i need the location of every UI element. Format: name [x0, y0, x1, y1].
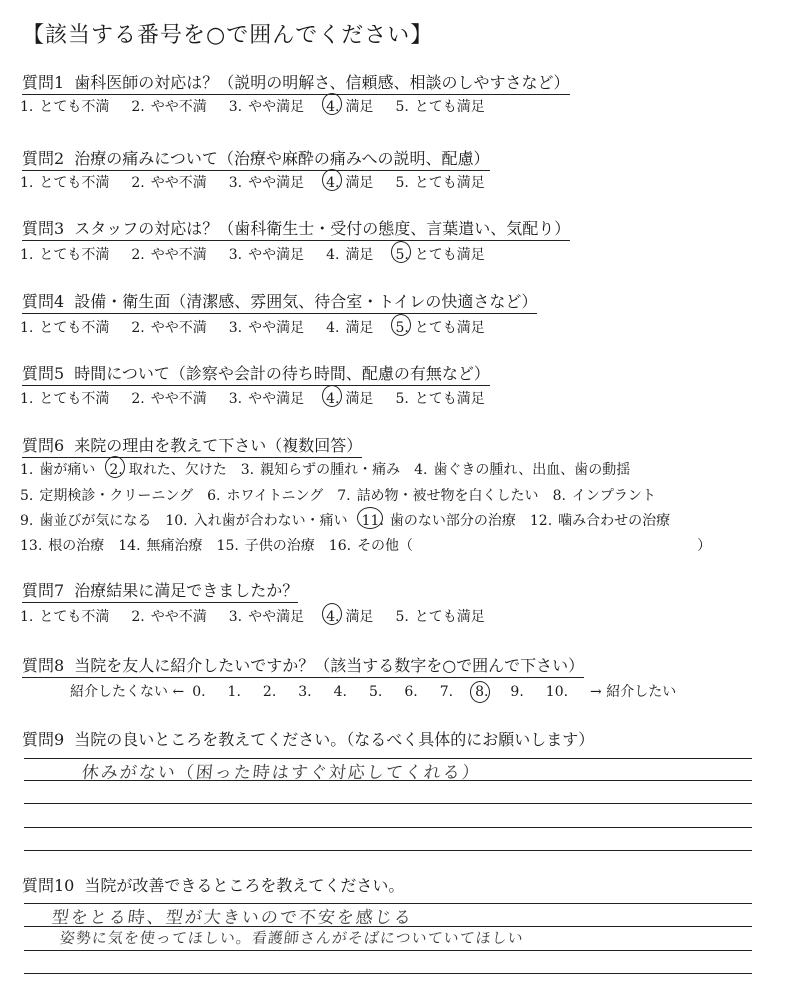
q8-number: 質問8	[22, 656, 65, 675]
option-number: 4.	[414, 462, 428, 478]
option-label: とても満足	[414, 175, 485, 191]
option-number: 5.	[395, 609, 409, 625]
q2-option-5[interactable]	[395, 172, 484, 192]
q8-right-label: → 紹介したい	[590, 684, 677, 700]
option-label: 歯が痛い	[39, 462, 96, 478]
q3-title	[22, 216, 570, 241]
option-label: 歯並びが気になる	[39, 513, 152, 529]
q5-number: 質問5	[22, 364, 65, 383]
q6-option-9[interactable]	[20, 510, 151, 530]
option-number: 2.	[131, 391, 145, 407]
q6-option-3[interactable]	[241, 459, 400, 479]
q10-answer-line	[24, 950, 752, 951]
q3-option-2[interactable]	[131, 244, 206, 264]
q8-scale-value-7[interactable]: 7.	[439, 684, 454, 700]
q2-title	[22, 146, 490, 171]
q10-answer-line	[24, 973, 752, 974]
option-label: とても満足	[414, 609, 485, 625]
q8-scale-value-5[interactable]: 5.	[368, 684, 383, 700]
q2-number: 質問2	[22, 149, 65, 168]
option-number: 12.	[529, 513, 553, 529]
q8-title	[22, 653, 584, 678]
q9-title	[22, 727, 594, 751]
option-number: 3.	[228, 99, 243, 115]
option-number: 5.	[395, 247, 409, 263]
option-label: 根の治療	[48, 538, 105, 554]
option-label: 満足	[345, 609, 374, 625]
q7-option-4[interactable]	[326, 606, 373, 626]
q9-answer-line	[24, 827, 752, 828]
option-label: 噛み合わせの治療	[558, 513, 671, 529]
option-number: 5.	[395, 175, 409, 191]
option-label: とても満足	[414, 99, 485, 115]
q3-option-3[interactable]	[229, 244, 304, 264]
q9-text: 当院の良いところを教えてください。（なるべく具体的にお願いします）	[74, 730, 595, 749]
option-number: 2.	[131, 175, 145, 191]
q3-number: 質問3	[22, 219, 65, 238]
option-label: 歯のない部分の治療	[389, 513, 516, 529]
q8-scale-values	[192, 684, 590, 700]
q5-option-2[interactable]	[131, 388, 206, 408]
q6-option-1[interactable]	[20, 459, 95, 479]
q3-text: スタッフの対応は？（歯科衛生士・受付の態度、言葉遣い、気配り）	[74, 219, 571, 238]
q7-option-3[interactable]	[229, 606, 304, 626]
option-number: 14.	[118, 538, 141, 554]
option-label: とても不満	[39, 391, 110, 407]
instruction-header: 【該当する番号を○で囲んでください】	[22, 23, 434, 48]
q10-number: 質問10	[22, 876, 75, 895]
q6-text: 来院の理由を教えて下さい（複数回答）	[74, 436, 363, 455]
option-number: 3.	[240, 462, 255, 478]
q8-scale-value-4[interactable]: 4.	[333, 684, 347, 700]
option-label: やや満足	[248, 320, 305, 336]
option-number: 3.	[228, 247, 243, 263]
option-number: 4.	[326, 609, 340, 625]
option-label: やや不満	[150, 391, 207, 407]
q6-option-5[interactable]	[20, 485, 193, 505]
q2-option-3[interactable]	[229, 172, 304, 192]
q5-option-3[interactable]	[229, 388, 304, 408]
option-label: 満足	[345, 99, 374, 115]
option-label: 満足	[345, 175, 374, 191]
option-number: 4.	[326, 99, 340, 115]
q9-answer-line	[24, 850, 752, 851]
q4-option-4[interactable]	[326, 317, 373, 337]
q5-title	[22, 361, 490, 386]
option-number: 3.	[228, 609, 243, 625]
option-number: 16.	[328, 538, 352, 554]
q6-row-1	[20, 459, 644, 479]
option-number: 1.	[20, 462, 34, 478]
option-label: 取れた、欠けた	[128, 462, 227, 478]
option-number: 3.	[228, 391, 243, 407]
option-label: 子供の治療	[244, 538, 315, 554]
q4-title	[22, 289, 537, 314]
option-label: とても不満	[39, 99, 110, 115]
q5-text: 時間について（診察や会計の待ち時間、配慮の有無など）	[74, 364, 490, 383]
option-label: とても不満	[39, 320, 110, 336]
option-label: その他（	[357, 538, 414, 554]
option-label: 無痛治療	[146, 538, 203, 554]
option-number: 4.	[326, 175, 340, 191]
option-number: 3.	[228, 175, 243, 191]
option-label: やや不満	[150, 247, 207, 263]
q6-option-10[interactable]	[165, 510, 347, 530]
option-label: とても不満	[39, 175, 110, 191]
option-number: 5.	[395, 99, 409, 115]
q3-option-4[interactable]	[326, 244, 373, 264]
option-label: 満足	[345, 320, 374, 336]
option-label: 歯ぐきの腫れ、出血、歯の動揺	[433, 462, 631, 478]
option-number: 11.	[361, 513, 384, 529]
option-label: とても不満	[39, 247, 110, 263]
option-label: 満足	[345, 391, 374, 407]
q1-option-1[interactable]	[20, 96, 109, 116]
option-label: やや満足	[248, 391, 305, 407]
option-label: やや不満	[150, 320, 207, 336]
option-number: 1.	[20, 175, 34, 191]
q7-number: 質問7	[22, 581, 65, 600]
q7-options	[20, 606, 507, 626]
other-close-paren: ）	[697, 538, 712, 554]
q8-text: 当院を友人に紹介したいですか？（該当する数字を○で囲んで下さい）	[74, 656, 585, 675]
option-number: 2.	[131, 609, 145, 625]
q8-scale	[70, 681, 684, 701]
q10-text: 当院が改善できるところを教えてください。	[84, 876, 405, 895]
q6-row-2	[20, 485, 670, 505]
q8-scale-value-8[interactable]: 8.	[475, 684, 489, 700]
q8-left-label: 紹介したくない ←	[70, 684, 185, 700]
option-number: 13.	[20, 538, 43, 554]
q2-option-4[interactable]	[326, 172, 373, 192]
q4-option-3[interactable]	[229, 317, 304, 337]
q6-number: 質問6	[22, 436, 65, 455]
q6-option-6[interactable]	[207, 485, 323, 505]
q1-option-2[interactable]	[131, 96, 206, 116]
q2-option-2[interactable]	[131, 172, 206, 192]
option-number: 9.	[20, 513, 34, 529]
option-label: とても満足	[414, 247, 485, 263]
option-number: 5.	[395, 320, 409, 336]
q8-scale-value-1[interactable]: 1.	[227, 684, 241, 700]
q8-scale-value-9[interactable]: 9.	[510, 684, 524, 700]
q6-row-3	[20, 510, 684, 530]
option-label: やや満足	[248, 247, 305, 263]
option-number: 10.	[165, 513, 188, 529]
option-label: やや不満	[150, 609, 207, 625]
option-number: 5.	[395, 391, 409, 407]
q1-title	[22, 70, 570, 95]
q3-option-5[interactable]	[395, 244, 484, 264]
q4-number: 質問4	[22, 292, 65, 311]
option-number: 2.	[131, 247, 145, 263]
q4-text: 設備・衛生面（清潔感、雰囲気、待合室・トイレの快適さなど）	[74, 292, 538, 311]
option-number: 2.	[109, 462, 123, 478]
q1-option-5[interactable]	[395, 96, 484, 116]
q6-option-4[interactable]	[414, 459, 630, 479]
option-label: 定期検診・クリーニング	[39, 488, 194, 504]
q7-option-1[interactable]	[20, 606, 109, 626]
q1-option-4[interactable]	[326, 96, 373, 116]
q6-option-14[interactable]	[118, 535, 202, 555]
q5-option-1[interactable]	[20, 388, 109, 408]
q2-option-1[interactable]	[20, 172, 109, 192]
q7-option-2[interactable]	[131, 606, 206, 626]
option-label: 満足	[345, 247, 374, 263]
option-number: 1.	[20, 609, 34, 625]
q10-title	[22, 873, 404, 897]
option-number: 1.	[20, 391, 34, 407]
option-label: とても満足	[414, 320, 485, 336]
q6-option-16[interactable]	[329, 535, 413, 555]
q7-text: 治療結果に満足できましたか？	[74, 581, 299, 600]
option-number: 5.	[20, 488, 34, 504]
q6-option-15[interactable]	[217, 535, 315, 555]
q6-option-13[interactable]	[20, 535, 104, 555]
option-label: ホワイトニング	[226, 488, 324, 504]
option-number: 3.	[228, 320, 243, 336]
option-label: やや満足	[248, 99, 305, 115]
q2-text: 治療の痛みについて（治療や麻酔の痛みへの説明、配慮）	[74, 149, 490, 168]
q8-scale-value-6[interactable]: 6.	[404, 684, 418, 700]
q1-option-3[interactable]	[229, 96, 304, 116]
q10-handwritten-answer-2: 姿勢に気を使ってほしい。看護師さんがそばについていてほしい	[59, 929, 525, 947]
option-label: とても不満	[39, 609, 110, 625]
q6-row-4	[20, 535, 711, 555]
q5-options	[20, 388, 507, 408]
option-label: やや満足	[248, 609, 305, 625]
option-number: 4.	[326, 247, 340, 263]
option-number: 4.	[326, 391, 340, 407]
q7-title	[22, 578, 298, 603]
q8-scale-value-0[interactable]: 0.	[192, 684, 206, 700]
option-label: 親知らずの腫れ・痛み	[260, 462, 401, 478]
option-label: 詰め物・被せ物を白くしたい	[356, 488, 539, 504]
option-label: 入れ歯が合わない・痛い	[193, 513, 348, 529]
q8-scale-value-3[interactable]: 3.	[298, 684, 312, 700]
option-number: 1.	[20, 99, 34, 115]
q6-title	[22, 433, 362, 458]
option-number: 8.	[552, 488, 566, 504]
q5-option-4[interactable]	[326, 388, 373, 408]
q7-option-5[interactable]	[395, 606, 484, 626]
q4-option-2[interactable]	[131, 317, 206, 337]
q1-number: 質問1	[22, 73, 65, 92]
q4-options	[20, 317, 507, 337]
q6-option-7[interactable]	[337, 485, 538, 505]
option-number: 1.	[20, 247, 34, 263]
option-number: 1.	[20, 320, 34, 336]
q10-handwritten-answer-1: 型をとる時、型が大きいので不安を感じる	[50, 908, 414, 928]
option-label: やや不満	[150, 99, 207, 115]
q9-number: 質問9	[22, 730, 65, 749]
option-number: 4.	[326, 320, 340, 336]
q3-option-1[interactable]	[20, 244, 109, 264]
q2-options	[20, 172, 507, 192]
q6-option-11[interactable]	[362, 510, 516, 530]
option-number: 2.	[131, 99, 145, 115]
q5-option-5[interactable]	[395, 388, 484, 408]
q9-handwritten-answer: 休みがない（困った時はすぐ対応してくれる）	[80, 763, 482, 783]
q1-text: 歯科医師の対応は？（説明の明解さ、信頼感、相談のしやすさなど）	[74, 73, 570, 92]
option-number: 7.	[337, 488, 351, 504]
option-label: やや不満	[150, 175, 207, 191]
q6-option-2[interactable]	[109, 459, 226, 479]
option-label: とても満足	[414, 391, 485, 407]
q4-option-5[interactable]	[395, 317, 484, 337]
q8-scale-value-10[interactable]: 10.	[545, 684, 569, 700]
q3-options	[20, 244, 507, 264]
option-number: 6.	[207, 488, 221, 504]
q6-option-8[interactable]	[553, 485, 656, 505]
option-number: 15.	[216, 538, 239, 554]
q8-scale-value-2[interactable]: 2.	[262, 684, 277, 700]
option-label: やや満足	[248, 175, 305, 191]
q9-answer-line	[24, 803, 752, 804]
option-number: 2.	[131, 320, 145, 336]
q1-options	[20, 96, 507, 116]
option-label: インプラント	[571, 488, 656, 504]
q4-option-1[interactable]	[20, 317, 109, 337]
q6-option-12[interactable]	[530, 510, 670, 530]
